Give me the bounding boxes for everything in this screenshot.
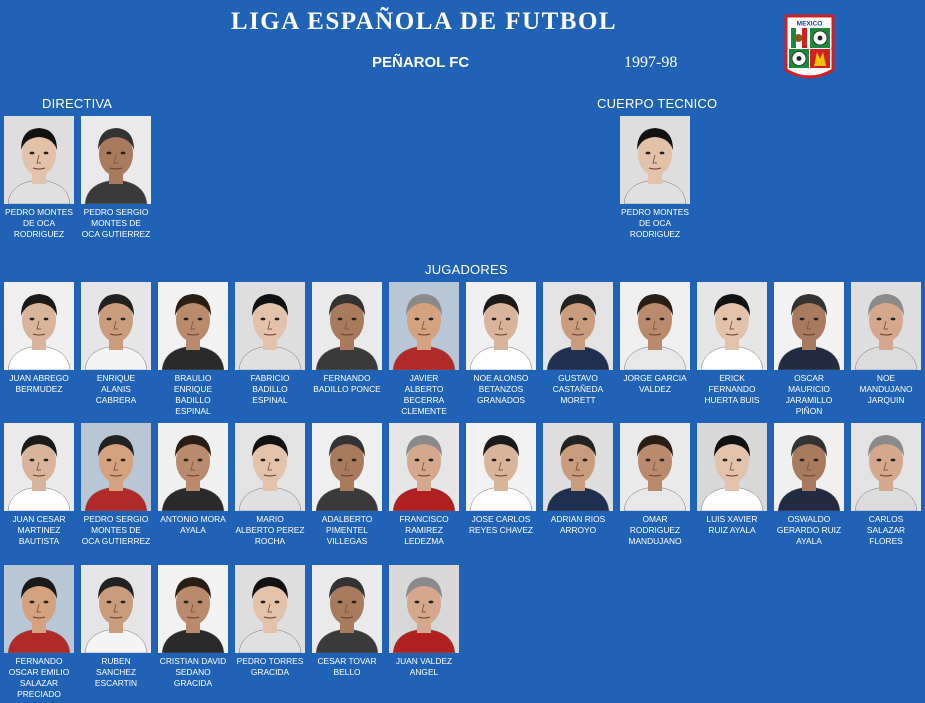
person-photo-icon (543, 423, 613, 511)
person-photo-icon (466, 282, 536, 370)
player-card (158, 282, 230, 417)
crest-text: MEXICO (796, 20, 823, 28)
person-name: JUAN CESAR MARTINEZ BAUTISTA (12, 514, 66, 546)
person-name: ADALBERTO PIMENTEL VILLEGAS (321, 514, 373, 546)
player-card (466, 423, 538, 536)
person-photo-icon (81, 565, 151, 653)
person-photo-icon (158, 565, 228, 653)
player-card (4, 282, 76, 395)
person-photo-icon (312, 423, 382, 511)
person-photo-icon (851, 282, 921, 370)
player-card (466, 282, 538, 406)
player-card (235, 282, 307, 406)
player-card (620, 282, 692, 395)
team-name: PEÑAROL FC (372, 54, 470, 71)
person-photo-icon (235, 423, 305, 511)
person-photo-icon (620, 116, 690, 204)
person-name: JAVIER ALBERTO BECERRA CLEMENTE (401, 373, 447, 416)
person-name: FERNANDO OSCAR EMILIO SALAZAR PRECIADO (8, 656, 70, 699)
person-photo-icon (389, 282, 459, 370)
player-card (312, 565, 384, 678)
player-card (543, 423, 615, 536)
person-name: OSWALDO GERARDO RUIZ AYALA (776, 514, 842, 546)
player-card (697, 423, 769, 536)
player-card (851, 282, 923, 406)
player-card (4, 565, 76, 700)
section-cuerpo-tecnico: CUERPO TECNICO (597, 96, 718, 111)
person-photo-icon (466, 423, 536, 511)
page-title: LIGA ESPAÑOLA DE FUTBOL (230, 8, 618, 35)
person-name: CARLOS SALAZAR FLORES (866, 514, 906, 546)
person-photo-icon (389, 423, 459, 511)
player-card (312, 282, 384, 395)
player-card (389, 565, 461, 678)
player-card (81, 565, 153, 689)
person-name: GUSTAVO CASTAÑEDA MORETT (552, 373, 604, 405)
person-photo-icon (4, 423, 74, 511)
person-name: ENRIQUE ALANIS CABRERA (95, 373, 137, 405)
directiva-card (81, 116, 153, 240)
person-name: OSCAR MAURICIO JARAMILLO PIÑON (785, 373, 833, 416)
player-card (235, 423, 307, 547)
player-card (81, 423, 153, 547)
person-photo-icon (4, 565, 74, 653)
player-card (4, 423, 76, 547)
person-name: RUBEN SANCHEZ ESCARTIN (94, 656, 138, 688)
person-name: PEDRO SERGIO MONTES DE OCA GUTIERREZ (81, 207, 151, 239)
player-card (774, 282, 846, 417)
person-photo-icon (235, 282, 305, 370)
person-photo-icon (851, 423, 921, 511)
person-photo-icon (312, 282, 382, 370)
person-photo-icon (543, 282, 613, 370)
season-label: 1997-98 (624, 54, 678, 71)
person-name: PEDRO TORRES GRACIDA (236, 656, 304, 677)
player-card (620, 423, 692, 547)
person-photo-icon (620, 282, 690, 370)
person-name: FRANCISCO RAMIREZ LEDEZMA (399, 514, 449, 546)
person-photo-icon (158, 423, 228, 511)
player-card (389, 282, 461, 417)
person-name: LUIS XAVIER RUIZ AYALA (706, 514, 758, 535)
section-jugadores: JUGADORES (425, 262, 508, 277)
player-card (543, 282, 615, 406)
person-name: JORGE GARCIA VALDEZ (623, 373, 687, 394)
person-photo-icon (312, 565, 382, 653)
player-card (158, 565, 230, 689)
person-photo-icon (235, 565, 305, 653)
person-name: JUAN ABREGO BERMUDEZ (9, 373, 69, 394)
player-card (81, 282, 153, 406)
mexico-crest-logo (784, 14, 835, 82)
player-card (851, 423, 923, 547)
cuerpo-tecnico-card (620, 116, 692, 240)
person-photo-icon (389, 565, 459, 653)
person-name: ANTONIO MORA AYALA (160, 514, 226, 535)
player-card (697, 282, 769, 406)
person-photo-icon (697, 423, 767, 511)
player-card (774, 423, 846, 547)
person-name: PEDRO SERGIO MONTES DE OCA GUTIERREZ (81, 514, 151, 546)
person-name: BRAULIO ENRIQUE BADILLO ESPINAL (173, 373, 213, 416)
person-name: JOSE CARLOS REYES CHAVEZ (468, 514, 534, 535)
player-card (389, 423, 461, 547)
person-photo-icon (620, 423, 690, 511)
person-photo-icon (81, 116, 151, 204)
person-name: PEDRO MONTES DE OCA RODRIGUEZ (5, 207, 73, 239)
person-photo-icon (4, 282, 74, 370)
crest-icon (784, 14, 835, 82)
person-photo-icon (4, 116, 74, 204)
person-name: NOE MANDUJANO JARQUIN (859, 373, 913, 405)
person-photo-icon (81, 423, 151, 511)
person-name: MARIO ALBERTO PEREZ ROCHA (235, 514, 305, 546)
person-name: CESAR TOVAR BELLO (317, 656, 377, 677)
person-photo-icon (158, 282, 228, 370)
person-name: ADRIAN RIOS ARROYO (550, 514, 606, 535)
person-name: OMAR RODRIGUEZ MANDUJANO (628, 514, 682, 546)
player-card (158, 423, 230, 536)
person-name: NOE ALONSO BETANZOS GRANADOS (473, 373, 529, 405)
directiva-card (4, 116, 76, 240)
person-photo-icon (697, 282, 767, 370)
player-card (235, 565, 307, 678)
person-name: FABRICIO BADILLO ESPINAL (250, 373, 290, 405)
person-photo-icon (774, 423, 844, 511)
person-name: CRISTIAN DAVID SEDANO GRACIDA (159, 656, 227, 688)
section-directiva: DIRECTIVA (42, 96, 113, 111)
person-name: ERICK FERNANDO HUERTA BUIS (704, 373, 760, 405)
person-name: PEDRO MONTES DE OCA RODRIGUEZ (621, 207, 689, 239)
person-name: JUAN VALDEZ ANGEL (395, 656, 453, 677)
person-photo-icon (774, 282, 844, 370)
player-card (312, 423, 384, 547)
person-photo-icon (81, 282, 151, 370)
person-name: FERNANDO BADILLO PONCE (313, 373, 381, 394)
